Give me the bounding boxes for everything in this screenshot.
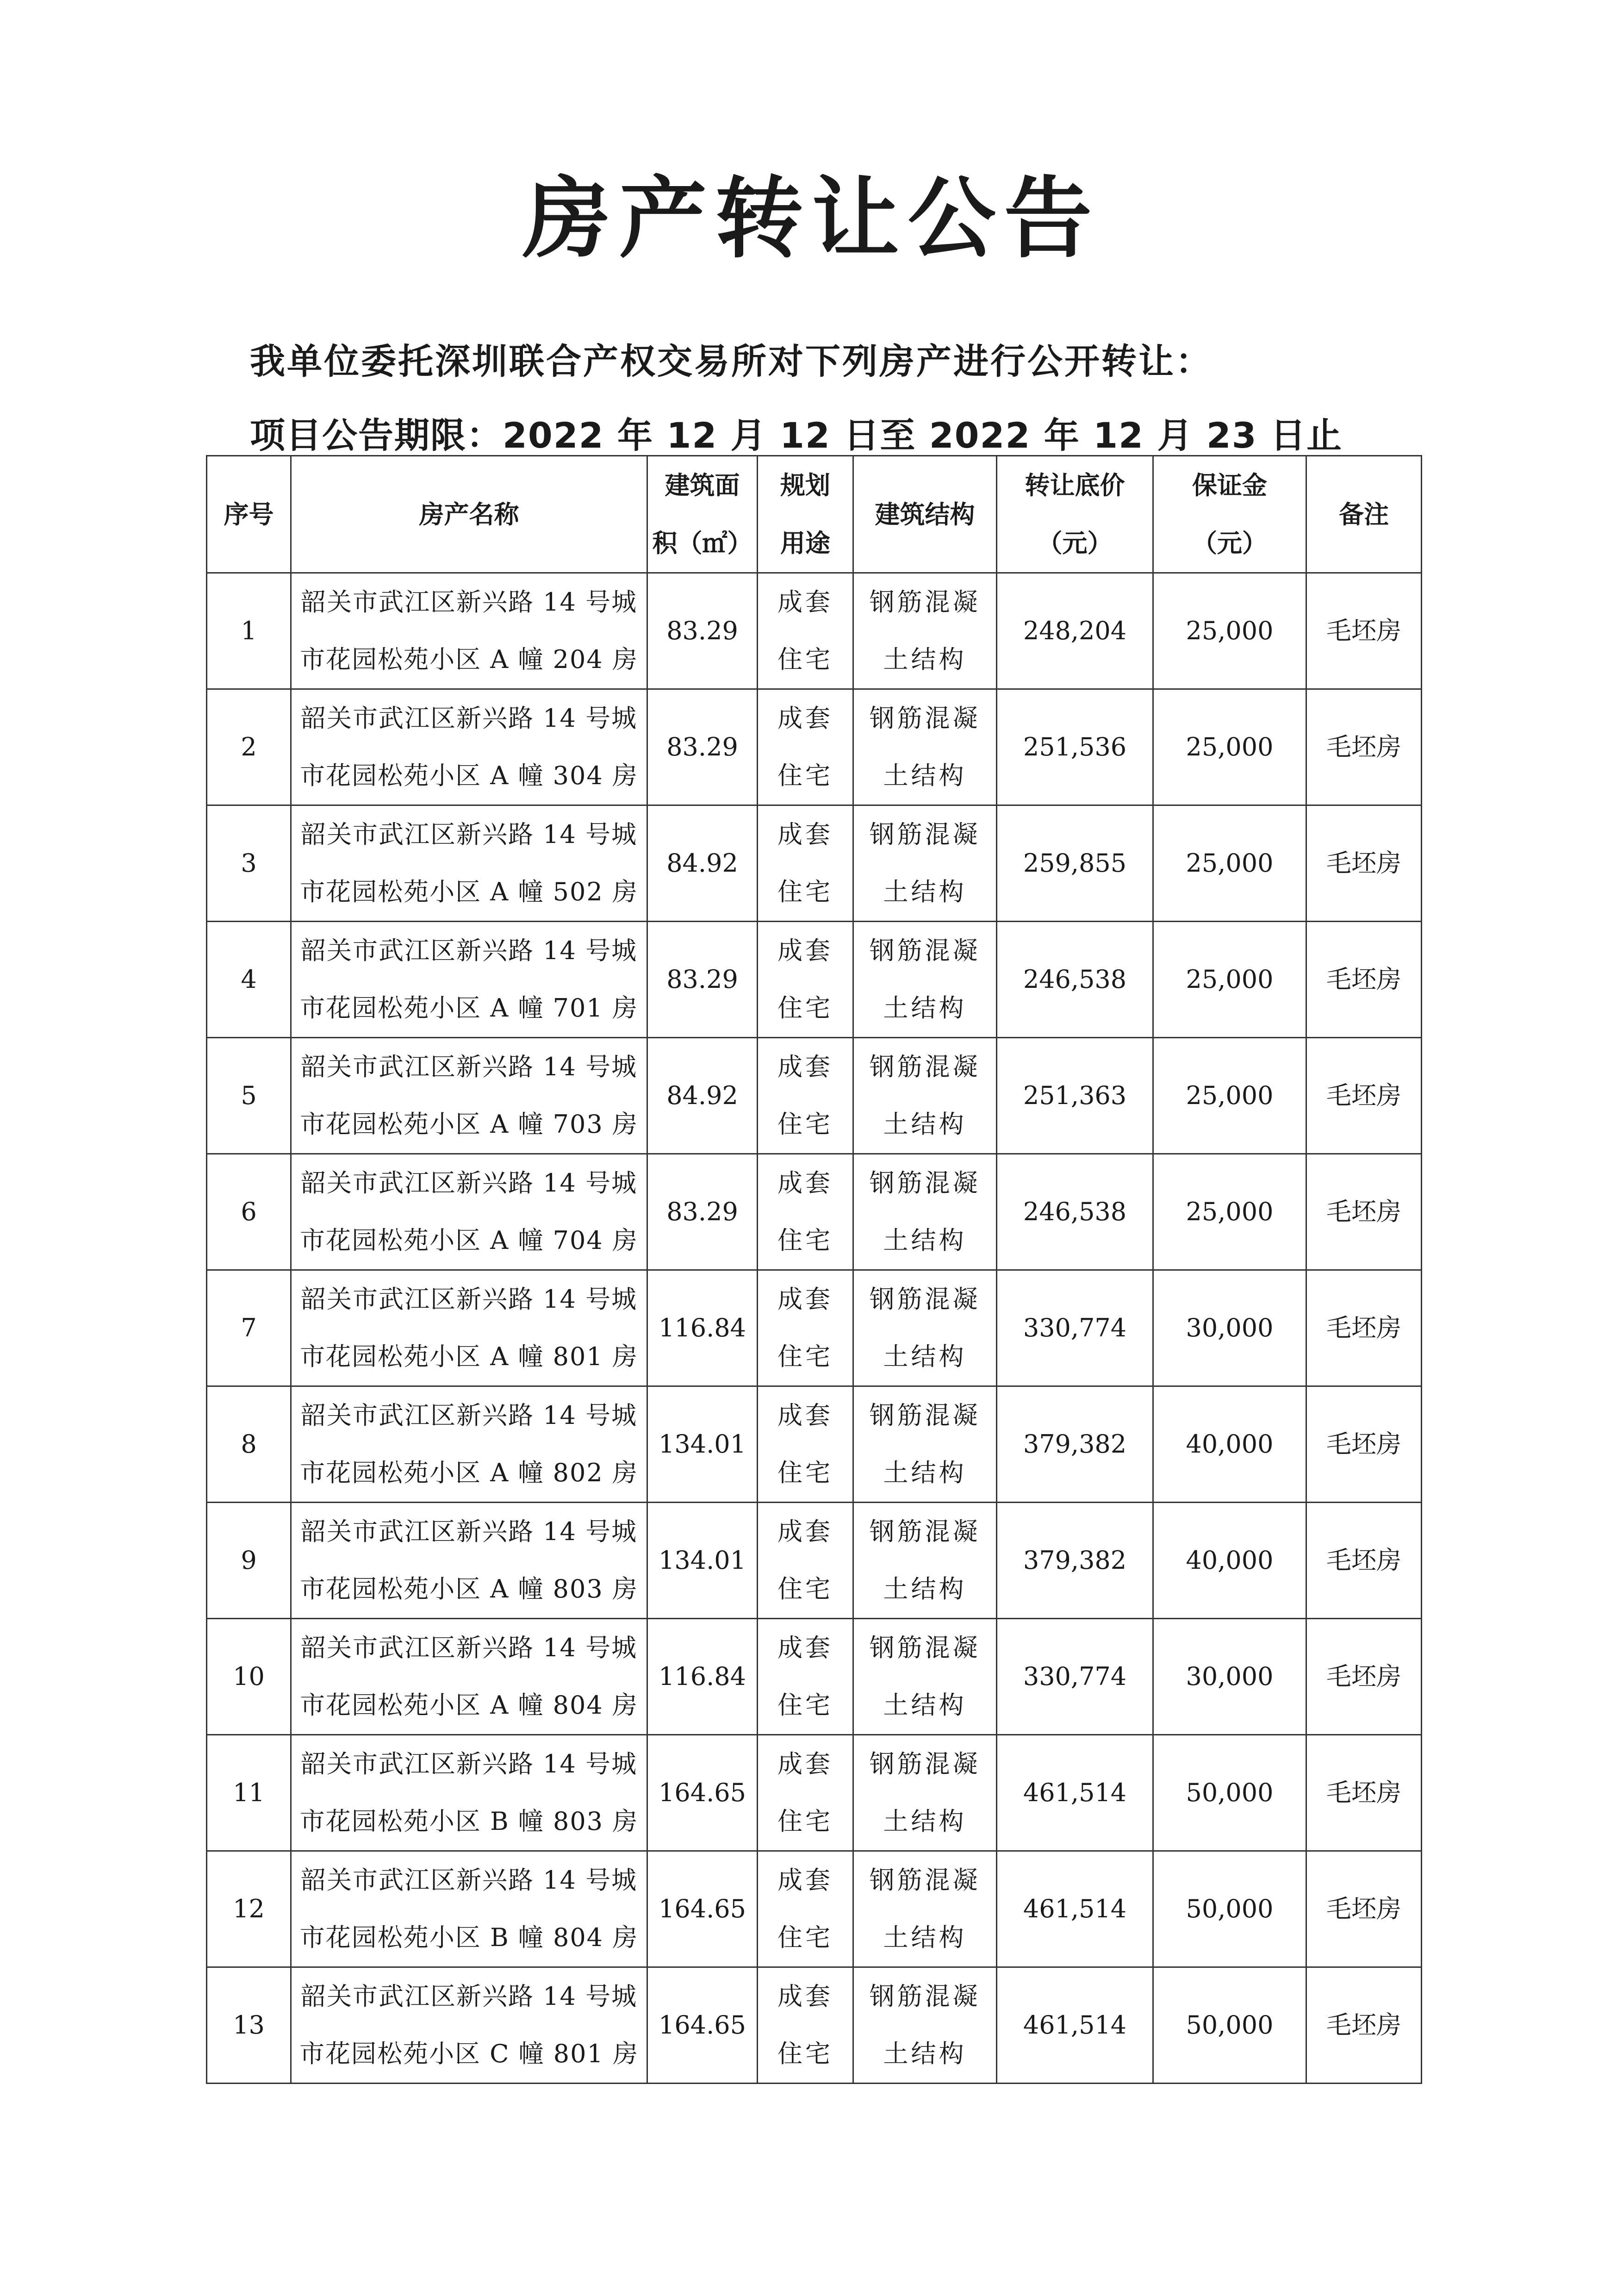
row-note-cell: 毛坯房 (1306, 1154, 1422, 1270)
row-index-cell: 13 (207, 1967, 291, 2084)
row-name-cell (291, 573, 647, 689)
row-note-cell: 毛坯房 (1306, 689, 1422, 805)
header-use-line1: 规划 (780, 471, 830, 500)
row-structure-cell-line2: 土结构 (883, 761, 967, 790)
row-structure-cell (853, 1038, 997, 1154)
header-structure: 建筑结构 (853, 456, 997, 573)
row-use-cell (758, 1503, 853, 1619)
row-structure-cell (853, 1386, 997, 1503)
header-price-line2: （元） (1037, 529, 1113, 558)
row-name-cell (291, 1270, 647, 1386)
table-row (207, 1270, 1422, 1386)
row-use-cell-line1: 成套 (777, 1168, 833, 1198)
row-use-cell-line2: 住宅 (777, 645, 833, 674)
row-use-cell-line2: 住宅 (777, 2039, 833, 2068)
row-deposit-cell: 30,000 (1153, 1619, 1306, 1735)
row-name-cell-line1: 韶关市武江区新兴路 14 号城 (300, 1401, 638, 1430)
row-structure-cell-line1: 钢筋混凝 (869, 820, 981, 849)
row-name-cell-line2: 市花园松苑小区 A 幢 304 房 (300, 761, 638, 790)
page-title: 房产转让公告 (522, 168, 1101, 270)
row-name-cell-line2: 市花园松苑小区 A 幢 701 房 (300, 993, 638, 1023)
row-name-cell-line1: 韶关市武江区新兴路 14 号城 (300, 1285, 638, 1314)
row-structure-cell (853, 689, 997, 805)
row-note-cell: 毛坯房 (1306, 1038, 1422, 1154)
row-structure-cell-line1: 钢筋混凝 (869, 1749, 981, 1778)
row-deposit-cell: 25,000 (1153, 689, 1306, 805)
row-structure-cell-line1: 钢筋混凝 (869, 1401, 981, 1430)
row-structure-cell (853, 1270, 997, 1386)
row-area-cell: 164.65 (647, 1735, 758, 1851)
row-name-cell-line1: 韶关市武江区新兴路 14 号城 (300, 1866, 638, 1895)
row-name-cell (291, 1154, 647, 1270)
row-index-cell: 11 (207, 1735, 291, 1851)
row-structure-cell (853, 1735, 997, 1851)
row-use-cell-line2: 住宅 (777, 877, 833, 906)
row-use-cell (758, 1851, 853, 1967)
header-deposit (1153, 456, 1306, 573)
row-name-cell (291, 689, 647, 805)
row-structure-cell-line2: 土结构 (883, 877, 967, 906)
row-note-cell: 毛坯房 (1306, 805, 1422, 922)
row-use-cell (758, 922, 853, 1038)
row-deposit-cell: 25,000 (1153, 805, 1306, 922)
row-price-cell: 251,363 (997, 1038, 1153, 1154)
row-deposit-cell: 40,000 (1153, 1503, 1306, 1619)
row-structure-cell (853, 573, 997, 689)
table-row (207, 1386, 1422, 1503)
row-use-cell (758, 1270, 853, 1386)
header-deposit-line1: 保证金 (1192, 471, 1267, 500)
row-structure-cell-line2: 土结构 (883, 1110, 967, 1139)
row-structure-cell-line1: 钢筋混凝 (869, 1285, 981, 1314)
row-area-cell: 83.29 (647, 689, 758, 805)
row-area-cell: 84.92 (647, 805, 758, 922)
row-structure-cell-line1: 钢筋混凝 (869, 1168, 981, 1198)
header-area-line2: 积（㎡） (652, 529, 752, 558)
row-price-cell: 246,538 (997, 1154, 1153, 1270)
row-use-cell (758, 689, 853, 805)
row-note-cell: 毛坯房 (1306, 1851, 1422, 1967)
row-structure-cell (853, 1967, 997, 2084)
row-use-cell (758, 573, 853, 689)
row-index-cell: 6 (207, 1154, 291, 1270)
row-name-cell-line1: 韶关市武江区新兴路 14 号城 (300, 1749, 638, 1778)
row-use-cell-line1: 成套 (777, 1633, 833, 1662)
row-use-cell (758, 1967, 853, 2084)
table-row (207, 1619, 1422, 1735)
row-structure-cell-line2: 土结构 (883, 1923, 967, 1952)
row-name-cell (291, 1619, 647, 1735)
header-use-line2: 用途 (780, 529, 830, 558)
row-structure-cell-line1: 钢筋混凝 (869, 704, 981, 733)
row-deposit-cell: 50,000 (1153, 1851, 1306, 1967)
row-structure-cell-line2: 土结构 (883, 1807, 967, 1836)
row-use-cell (758, 1386, 853, 1503)
row-use-cell-line2: 住宅 (777, 761, 833, 790)
row-deposit-cell: 25,000 (1153, 1038, 1306, 1154)
row-use-cell-line1: 成套 (777, 1982, 833, 2011)
row-deposit-cell: 50,000 (1153, 1967, 1306, 2084)
row-name-cell-line2: 市花园松苑小区 A 幢 802 房 (300, 1458, 638, 1487)
row-name-cell-line2: 市花园松苑小区 C 幢 801 房 (299, 2039, 639, 2068)
table-row (207, 689, 1422, 805)
row-structure-cell-line2: 土结构 (883, 1226, 967, 1255)
row-area-cell: 134.01 (647, 1503, 758, 1619)
row-price-cell: 251,536 (997, 689, 1153, 805)
row-price-cell: 461,514 (997, 1735, 1153, 1851)
row-price-cell: 248,204 (997, 573, 1153, 689)
row-note-cell: 毛坯房 (1306, 1619, 1422, 1735)
row-structure-cell-line2: 土结构 (883, 1458, 967, 1487)
row-note-cell: 毛坯房 (1306, 1503, 1422, 1619)
row-name-cell (291, 1735, 647, 1851)
row-use-cell-line2: 住宅 (777, 1574, 833, 1603)
row-use-cell-line2: 住宅 (777, 1691, 833, 1720)
row-name-cell (291, 1851, 647, 1967)
row-price-cell: 259,855 (997, 805, 1153, 922)
row-use-cell-line1: 成套 (777, 587, 833, 617)
row-index-cell: 2 (207, 689, 291, 805)
header-use (758, 456, 853, 573)
row-name-cell-line2: 市花园松苑小区 A 幢 801 房 (300, 1342, 638, 1371)
table-row (207, 1503, 1422, 1619)
row-use-cell-line2: 住宅 (777, 1226, 833, 1255)
row-area-cell: 134.01 (647, 1386, 758, 1503)
row-name-cell (291, 1038, 647, 1154)
row-structure-cell-line2: 土结构 (883, 1342, 967, 1371)
row-structure-cell (853, 1154, 997, 1270)
row-area-cell: 116.84 (647, 1270, 758, 1386)
row-area-cell: 84.92 (647, 1038, 758, 1154)
row-structure-cell-line1: 钢筋混凝 (869, 1982, 981, 2011)
table-row (207, 1038, 1422, 1154)
row-structure-cell-line1: 钢筋混凝 (869, 587, 981, 617)
row-deposit-cell: 40,000 (1153, 1386, 1306, 1503)
row-index-cell: 5 (207, 1038, 291, 1154)
row-structure-cell-line1: 钢筋混凝 (869, 936, 981, 965)
row-index-cell: 12 (207, 1851, 291, 1967)
row-structure-cell-line2: 土结构 (883, 1574, 967, 1603)
row-deposit-cell: 30,000 (1153, 1270, 1306, 1386)
row-area-cell: 116.84 (647, 1619, 758, 1735)
row-name-cell-line1: 韶关市武江区新兴路 14 号城 (300, 587, 638, 617)
row-index-cell: 3 (207, 805, 291, 922)
announcement-period: 项目公告期限：2022 年 12 月 12 日至 2022 年 12 月 23 日止 (250, 415, 1343, 456)
row-name-cell-line2: 市花园松苑小区 A 幢 703 房 (300, 1110, 638, 1139)
row-use-cell-line2: 住宅 (777, 1807, 833, 1836)
row-structure-cell (853, 1503, 997, 1619)
row-price-cell: 330,774 (997, 1270, 1153, 1386)
row-note-cell: 毛坯房 (1306, 1967, 1422, 2084)
row-name-cell (291, 1386, 647, 1503)
row-name-cell-line2: 市花园松苑小区 A 幢 804 房 (300, 1691, 638, 1720)
header-deposit-line2: （元） (1192, 529, 1267, 558)
row-area-cell: 164.65 (647, 1967, 758, 2084)
row-note-cell: 毛坯房 (1306, 573, 1422, 689)
row-structure-cell-line2: 土结构 (883, 1691, 967, 1720)
row-price-cell: 379,382 (997, 1503, 1153, 1619)
row-use-cell-line2: 住宅 (777, 1342, 833, 1371)
row-use-cell-line1: 成套 (777, 936, 833, 965)
row-area-cell: 164.65 (647, 1851, 758, 1967)
row-note-cell: 毛坯房 (1306, 922, 1422, 1038)
row-use-cell-line1: 成套 (777, 1401, 833, 1430)
row-structure-cell-line1: 钢筋混凝 (869, 1866, 981, 1895)
row-name-cell (291, 805, 647, 922)
row-price-cell: 379,382 (997, 1386, 1153, 1503)
row-use-cell (758, 1735, 853, 1851)
intro-text: 我单位委托深圳联合产权交易所对下列房产进行公开转让： (250, 341, 1213, 382)
table-row (207, 1735, 1422, 1851)
row-name-cell-line1: 韶关市武江区新兴路 14 号城 (300, 936, 638, 965)
row-price-cell: 246,538 (997, 922, 1153, 1038)
row-use-cell (758, 805, 853, 922)
row-deposit-cell: 25,000 (1153, 573, 1306, 689)
row-structure-cell (853, 1851, 997, 1967)
row-structure-cell-line1: 钢筋混凝 (869, 1517, 981, 1546)
row-use-cell-line1: 成套 (777, 820, 833, 849)
row-name-cell-line1: 韶关市武江区新兴路 14 号城 (300, 704, 638, 733)
row-index-cell: 9 (207, 1503, 291, 1619)
table-row (207, 1967, 1422, 2084)
row-price-cell: 461,514 (997, 1967, 1153, 2084)
header-note: 备注 (1306, 456, 1422, 573)
row-name-cell (291, 1967, 647, 2084)
row-use-cell (758, 1154, 853, 1270)
row-structure-cell-line1: 钢筋混凝 (869, 1052, 981, 1081)
row-name-cell-line1: 韶关市武江区新兴路 14 号城 (300, 1982, 638, 2011)
row-name-cell-line1: 韶关市武江区新兴路 14 号城 (300, 1168, 638, 1198)
row-note-cell: 毛坯房 (1306, 1735, 1422, 1851)
row-use-cell-line2: 住宅 (777, 1458, 833, 1487)
header-price-line1: 转让底价 (1025, 471, 1125, 500)
row-deposit-cell: 25,000 (1153, 1154, 1306, 1270)
row-deposit-cell: 25,000 (1153, 922, 1306, 1038)
row-index-cell: 4 (207, 922, 291, 1038)
row-deposit-cell: 50,000 (1153, 1735, 1306, 1851)
table-header-row (207, 456, 1422, 573)
row-use-cell-line2: 住宅 (777, 1923, 833, 1952)
row-index-cell: 8 (207, 1386, 291, 1503)
row-name-cell (291, 922, 647, 1038)
row-name-cell-line1: 韶关市武江区新兴路 14 号城 (300, 1052, 638, 1081)
row-use-cell-line1: 成套 (777, 1517, 833, 1546)
row-index-cell: 10 (207, 1619, 291, 1735)
row-use-cell-line1: 成套 (777, 1285, 833, 1314)
row-structure-cell (853, 805, 997, 922)
table-body (207, 573, 1422, 2084)
row-name-cell-line2: 市花园松苑小区 A 幢 204 房 (300, 645, 638, 674)
row-structure-cell (853, 922, 997, 1038)
table-row (207, 805, 1422, 922)
row-index-cell: 1 (207, 573, 291, 689)
row-name-cell-line1: 韶关市武江区新兴路 14 号城 (300, 1633, 638, 1662)
table-row (207, 573, 1422, 689)
row-name-cell-line2: 市花园松苑小区 B 幢 804 房 (299, 1923, 639, 1952)
header-index: 序号 (207, 456, 291, 573)
table-row (207, 922, 1422, 1038)
row-area-cell: 83.29 (647, 922, 758, 1038)
row-index-cell: 7 (207, 1270, 291, 1386)
header-name: 房产名称 (291, 456, 647, 573)
property-table (206, 455, 1422, 2084)
row-structure-cell-line1: 钢筋混凝 (869, 1633, 981, 1662)
row-name-cell-line2: 市花园松苑小区 A 幢 704 房 (300, 1226, 638, 1255)
row-area-cell: 83.29 (647, 1154, 758, 1270)
row-price-cell: 330,774 (997, 1619, 1153, 1735)
row-use-cell (758, 1619, 853, 1735)
row-name-cell-line2: 市花园松苑小区 B 幢 803 房 (299, 1807, 639, 1836)
row-price-cell: 461,514 (997, 1851, 1153, 1967)
row-area-cell: 83.29 (647, 573, 758, 689)
row-note-cell: 毛坯房 (1306, 1386, 1422, 1503)
row-use-cell-line1: 成套 (777, 1866, 833, 1895)
table-row (207, 1851, 1422, 1967)
row-name-cell-line1: 韶关市武江区新兴路 14 号城 (300, 820, 638, 849)
row-structure-cell-line2: 土结构 (883, 2039, 967, 2068)
row-name-cell-line2: 市花园松苑小区 A 幢 803 房 (300, 1574, 638, 1603)
header-area-line1: 建筑面 (665, 471, 740, 500)
row-name-cell (291, 1503, 647, 1619)
row-structure-cell (853, 1619, 997, 1735)
row-name-cell-line1: 韶关市武江区新兴路 14 号城 (300, 1517, 638, 1546)
header-area (647, 456, 758, 573)
row-note-cell: 毛坯房 (1306, 1270, 1422, 1386)
row-use-cell-line1: 成套 (777, 1749, 833, 1778)
row-use-cell-line1: 成套 (777, 1052, 833, 1081)
row-use-cell-line2: 住宅 (777, 993, 833, 1023)
row-use-cell-line2: 住宅 (777, 1110, 833, 1139)
row-use-cell-line1: 成套 (777, 704, 833, 733)
row-name-cell-line2: 市花园松苑小区 A 幢 502 房 (300, 877, 638, 906)
table-row (207, 1154, 1422, 1270)
row-structure-cell-line2: 土结构 (883, 645, 967, 674)
row-use-cell (758, 1038, 853, 1154)
header-price (997, 456, 1153, 573)
row-structure-cell-line2: 土结构 (883, 993, 967, 1023)
